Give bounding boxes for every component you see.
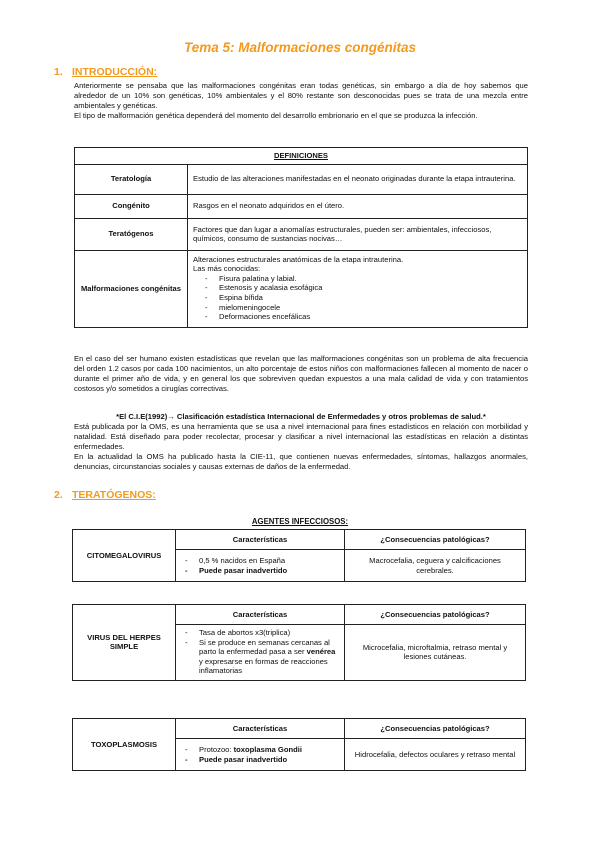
agent-name: VIRUS DEL HERPES SIMPLE <box>73 605 176 681</box>
section-number: 1. <box>54 66 63 78</box>
term-cell: Congénito <box>75 194 188 218</box>
characteristics-cell <box>176 625 345 681</box>
list-item <box>185 638 339 676</box>
section-heading-teratogenos <box>54 489 156 501</box>
consequences-cell: Microcefalia, microftalmia, retraso mental y lesiones cutáneas. <box>345 625 526 681</box>
section-heading-intro <box>54 66 157 78</box>
intro-text-1: Anteriormente se pensaba que las malformaciones congénitas eran todas genéticas, sin embargo a día de hoy sabemos que alrededor de un 10% son genéticas, 10% ambientales y el 80% restante son desconocidas pues se trata de una mezcla entre ambientales y genéticas. <box>74 81 528 110</box>
definitions-table <box>74 147 528 328</box>
table-row <box>75 194 528 218</box>
table-row <box>75 250 528 327</box>
page-title: Tema 5: Malformaciones congénitas <box>183 40 417 55</box>
list-item <box>185 745 339 755</box>
desc-cell: Rasgos en el neonato adquiridos en el útero. <box>188 194 528 218</box>
cmv-table <box>72 529 526 582</box>
desc-cell: Factores que dan lugar a anomalías estructurales, pueden ser: ambientales, infecciosos, químicos, consumo de sustancias nocivas… <box>188 218 528 250</box>
intro-paragraph <box>74 81 528 121</box>
list-item: - Tasa de abortos x3(triplica) <box>185 628 339 638</box>
malformaciones-list <box>193 274 522 322</box>
list-item: - mielomeningocele <box>205 303 522 313</box>
term-cell: Malformaciones congénitas <box>75 250 188 327</box>
item-text: Si se produce en semanas cercanas al parto la enfermedad pasa a ser <box>199 637 330 657</box>
characteristics-cell <box>176 550 345 582</box>
cie-text-1: Está publicada por la OMS, es una herramienta que se usa a nivel internacional para fines estadísticos en relación con morbilidad y natalidad. Está diseñado para poder recolectar, procesar y clasificar a nivel internacional las estadísticas en relación a distintas enfermedades. <box>74 422 528 451</box>
desc-cell <box>188 250 528 327</box>
malformaciones-desc: Alteraciones estructurales anatómicas de la etapa intrauterina. <box>193 254 404 264</box>
cie-title: *El C.I.E(1992)→ Clasificación estadística Internacional de Enfermedades y otros problemas de salud.* <box>116 412 486 421</box>
characteristics-header: Características <box>176 530 345 550</box>
table-row <box>75 164 528 194</box>
desc-cell: Estudio de las alteraciones manifestadas en el neonato originadas durante la etapa intrauterina. <box>188 164 528 194</box>
item-text: y expresarse en formas de reacciones inflamatorias <box>199 656 328 676</box>
table-row <box>75 218 528 250</box>
herpes-table <box>72 604 526 681</box>
toxo-table <box>72 718 526 771</box>
item-emphasis: venérea <box>306 647 336 657</box>
characteristics-list <box>181 556 339 575</box>
list-item: - Puede pasar inadvertido <box>185 566 339 576</box>
agent-name: TOXOPLASMOSIS <box>73 719 176 771</box>
list-item: - Espina bífida <box>205 293 522 303</box>
consequences-header: ¿Consecuencias patológicas? <box>345 719 526 739</box>
characteristics-header: Características <box>176 605 345 625</box>
list-item: - Puede pasar inadvertido <box>185 755 339 765</box>
definitions-header: DEFINICIONES <box>75 148 528 165</box>
characteristics-list <box>181 628 339 676</box>
section-label: INTRODUCCIÓN: <box>72 66 158 78</box>
consequences-header: ¿Consecuencias patológicas? <box>345 530 526 550</box>
consequences-cell: Macrocefalia, ceguera y calcificaciones cerebrales. <box>345 550 526 582</box>
term-cell: Teratógenos <box>75 218 188 250</box>
term-cell: Teratología <box>75 164 188 194</box>
section-number: 2. <box>54 489 63 501</box>
malformaciones-intro: Las más conocidas: <box>193 264 261 274</box>
section-label: TERATÓGENOS: <box>72 489 156 501</box>
agents-subtitle: AGENTES INFECCIOSOS: <box>251 517 349 526</box>
characteristics-list <box>181 745 339 764</box>
agent-name: CITOMEGALOVIRUS <box>73 530 176 582</box>
intro-text-2: El tipo de malformación genética dependerá del momento del desarrollo embrionario en el que se produzca la infección. <box>74 111 478 120</box>
characteristics-header: Características <box>176 719 345 739</box>
statistics-paragraph: En el caso del ser humano existen estadísticas que revelan que las malformaciones congénitas son un problema de alta frecuencia del orden 1.2 casos por cada 100 nacimientos, un alto porcentaje de estos niños con malformaciones fallecen al momento de nacer o durante el primer año de vida, y en general los que sobreviven quedan expuestos a una mala calidad de vida y con tratamientos costosos y/o sometidos a cirugías correctivas. <box>74 354 528 393</box>
cie-text-2: En la actualidad la OMS ha publicado hasta la CIE-11, que contienen nuevas enfermedades, síntomas, hallazgos anormales, denuncias, circunstancias sociales y causas externas de daños de la enfermedad. <box>74 452 528 471</box>
item-emphasis: toxoplasma Gondii <box>233 744 302 754</box>
list-item: - Deformaciones encefálicas <box>205 312 522 322</box>
characteristics-cell <box>176 739 345 771</box>
item-text: Protozoo: <box>199 744 234 754</box>
list-item: - Fisura palatina y labial. <box>205 274 522 284</box>
list-item: - Estenosis y acalasia esofágica <box>205 283 522 293</box>
cie-block <box>74 412 528 472</box>
consequences-header: ¿Consecuencias patológicas? <box>345 605 526 625</box>
consequences-cell: Hidrocefalia, defectos oculares y retraso mental <box>345 739 526 771</box>
list-item: - 0,5 % nacidos en España <box>185 556 339 566</box>
